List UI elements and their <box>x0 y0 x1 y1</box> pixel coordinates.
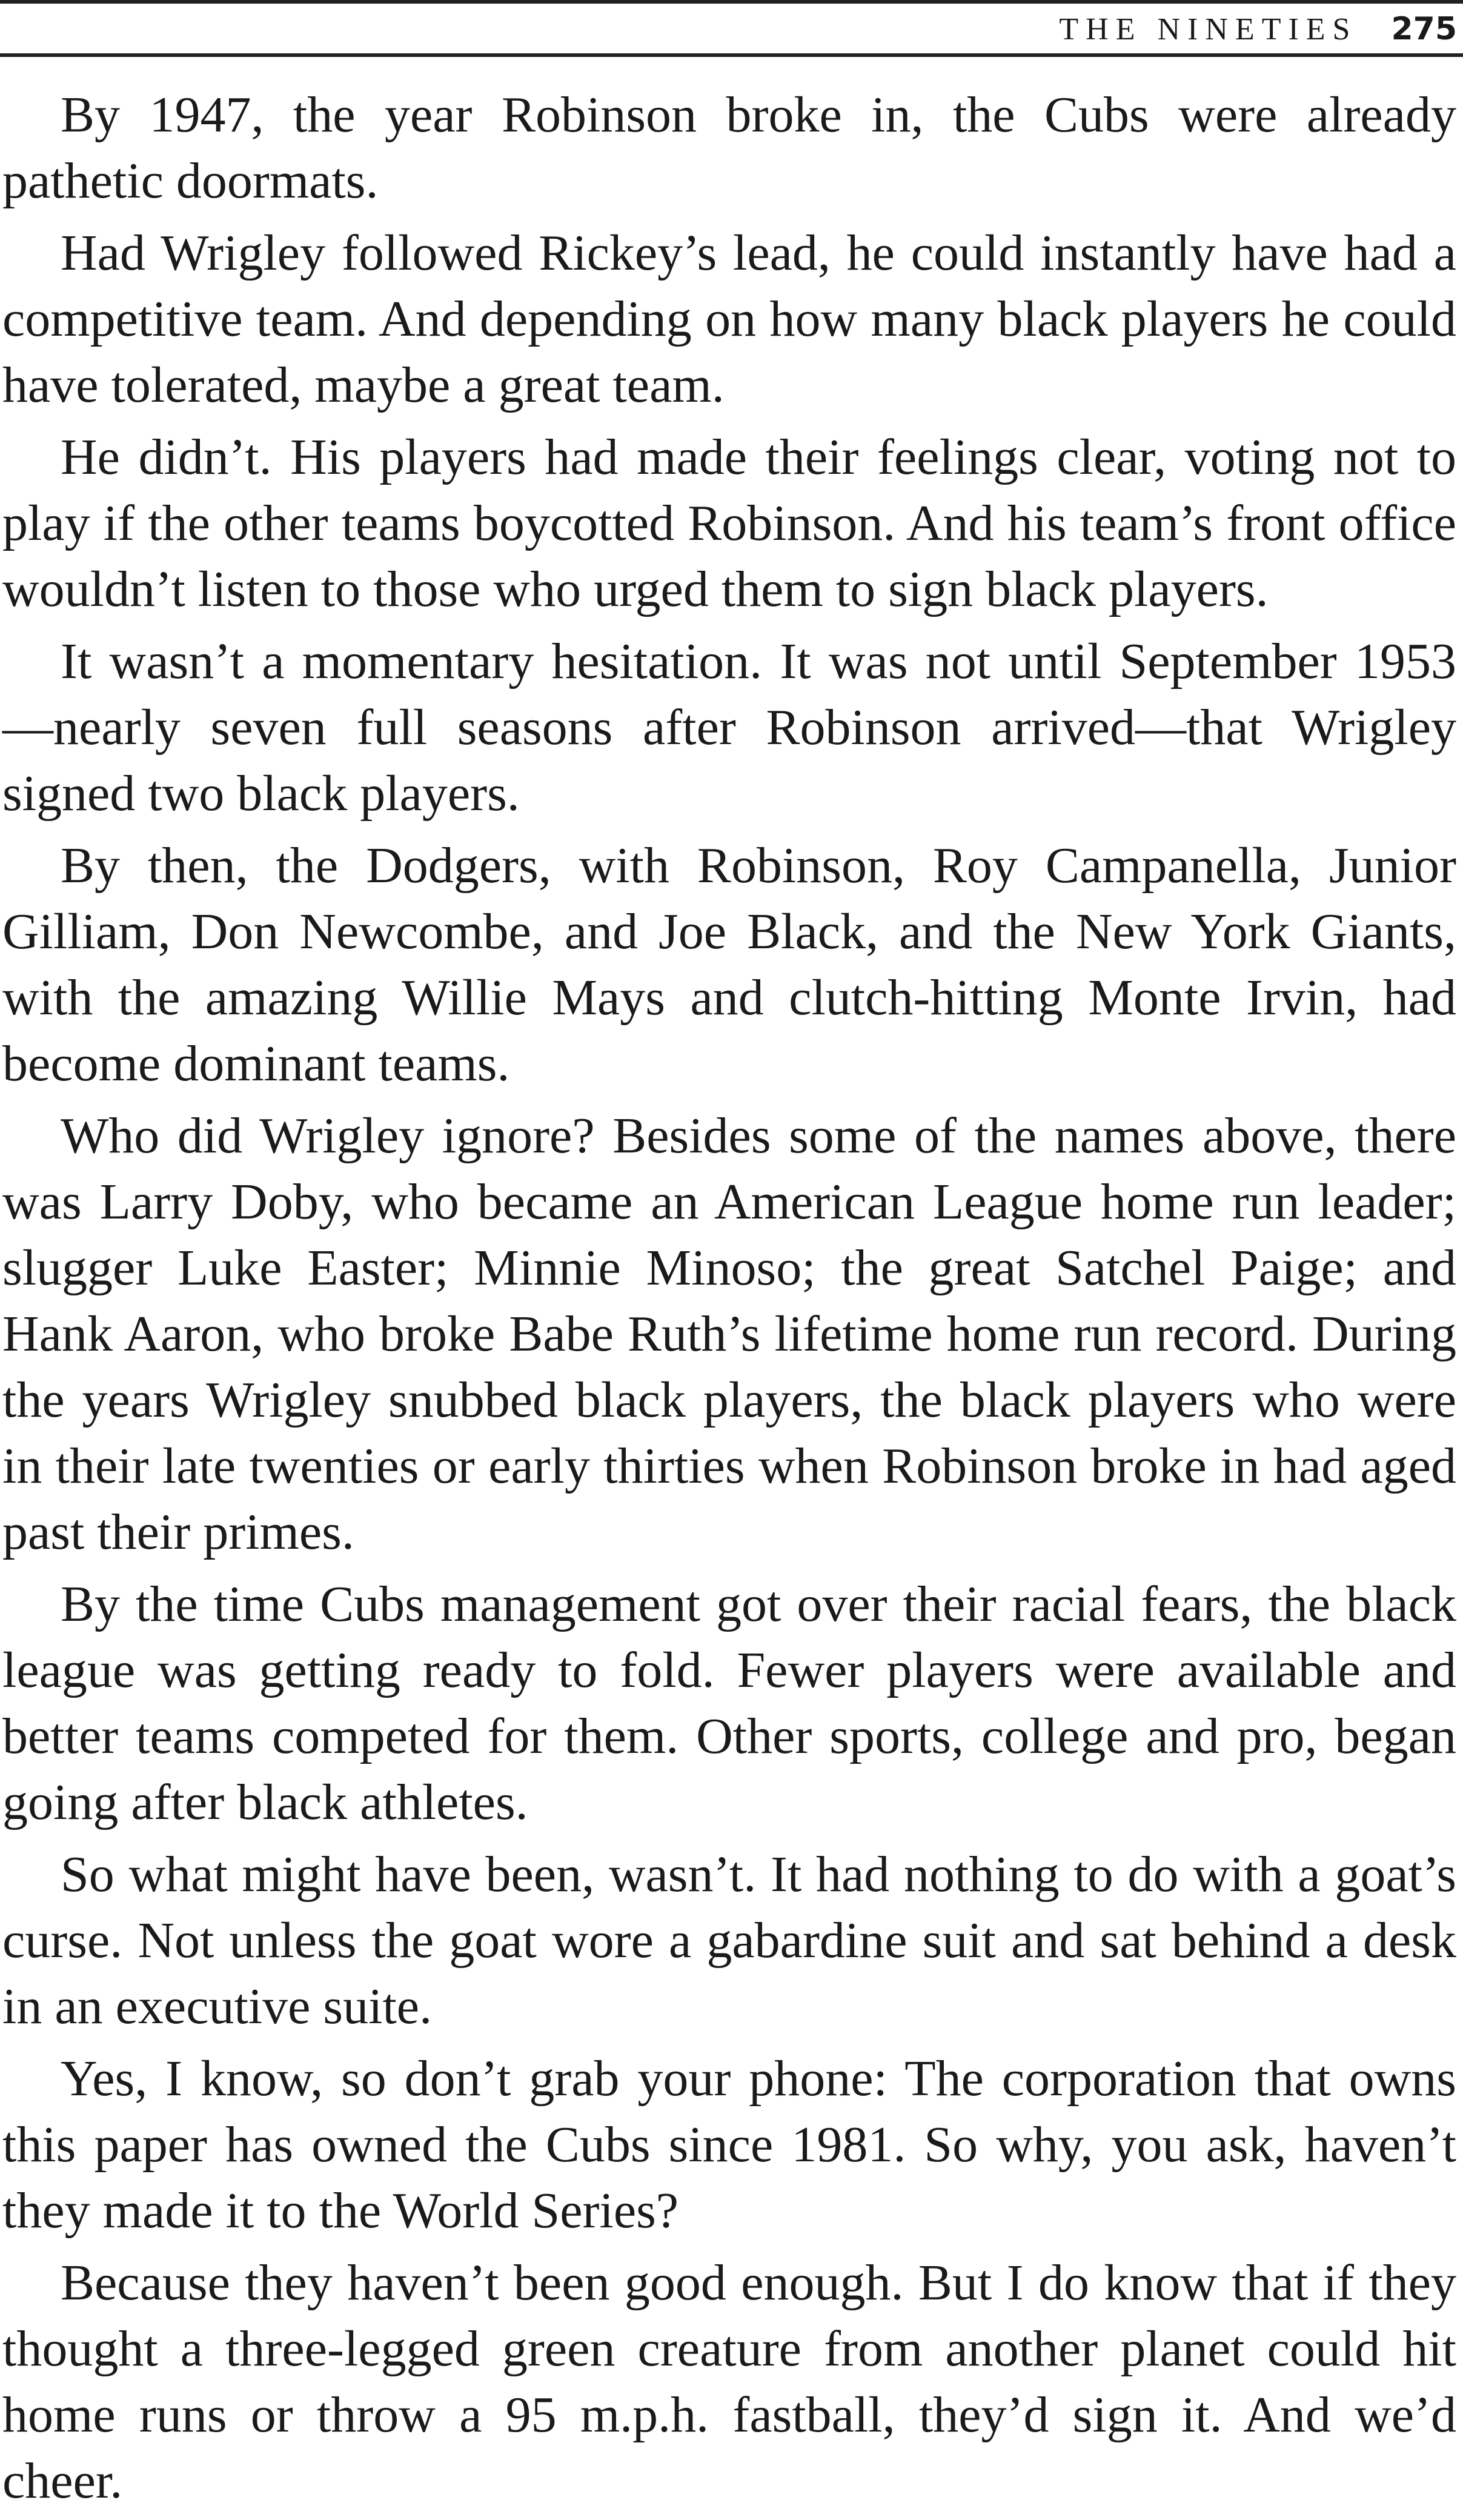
paragraph: By the time Cubs management got over their racial fears, the black league was getting ready to fold. Fewer players were available and better teams competed for them. Other sports, college and pro, began going after black athletes. <box>2 1576 1456 1830</box>
section-title: THE NINETIES <box>1059 12 1358 47</box>
paragraph: So what might have been, wasn’t. It had nothing to do with a goat’s curse. Not unless the goat wore a gabardine suit and sat behind a desk in an executive suite. <box>2 1846 1456 2035</box>
running-head <box>1059 5 1457 53</box>
paragraph: Yes, I know, so don’t grab your phone: The corporation that owns this paper has owned the Cubs since 1981. So why, you ask, haven’t they made it to the World Series? <box>2 2050 1456 2239</box>
paragraph: Because they haven’t been good enough. But I do know that if they thought a three-legged green creature from another planet could hit home runs or throw a 95 m.p.h. fastball, they’d sign it. And we’d cheer. <box>2 2255 1456 2509</box>
paragraph: It wasn’t a momentary hesitation. It was not until September 1953—nearly seven full seasons after Robinson arrived—that Wrigley signed two black players. <box>2 633 1456 822</box>
top-rule <box>0 0 1463 4</box>
paragraph: Who did Wrigley ignore? Besides some of the names above, there was Larry Doby, who became an American League home run leader; slugger Luke Easter; Minnie Minoso; the great Satchel Paige; and Hank Aaron, who broke Babe Ruth’s lifetime home run record. During the years Wrigley snubbed black players, the black players who were in their late twenties or early thirties when Robinson broke in had aged past their primes. <box>2 1108 1456 1560</box>
header-rule <box>0 53 1463 57</box>
paragraph: By 1947, the year Robinson broke in, the Cubs were already pathetic doormats. <box>2 87 1456 209</box>
page-number: 275 <box>1391 11 1457 47</box>
body-text <box>2 82 1456 2520</box>
paragraph: By then, the Dodgers, with Robinson, Roy Campanella, Junior Gilliam, Don Newcombe, and Joe Black, and the New York Giants, with the amazing Willie Mays and clutch-hitting Monte Irvin, had become dominant teams. <box>2 837 1456 1092</box>
paragraph: Had Wrigley followed Rickey’s lead, he could instantly have had a competitive team. And depending on how many black players he could have tolerated, maybe a great team. <box>2 225 1456 413</box>
paragraph: He didn’t. His players had made their feelings clear, voting not to play if the other teams boycotted Robinson. And his team’s front office wouldn’t listen to those who urged them to sign black players. <box>2 429 1456 617</box>
